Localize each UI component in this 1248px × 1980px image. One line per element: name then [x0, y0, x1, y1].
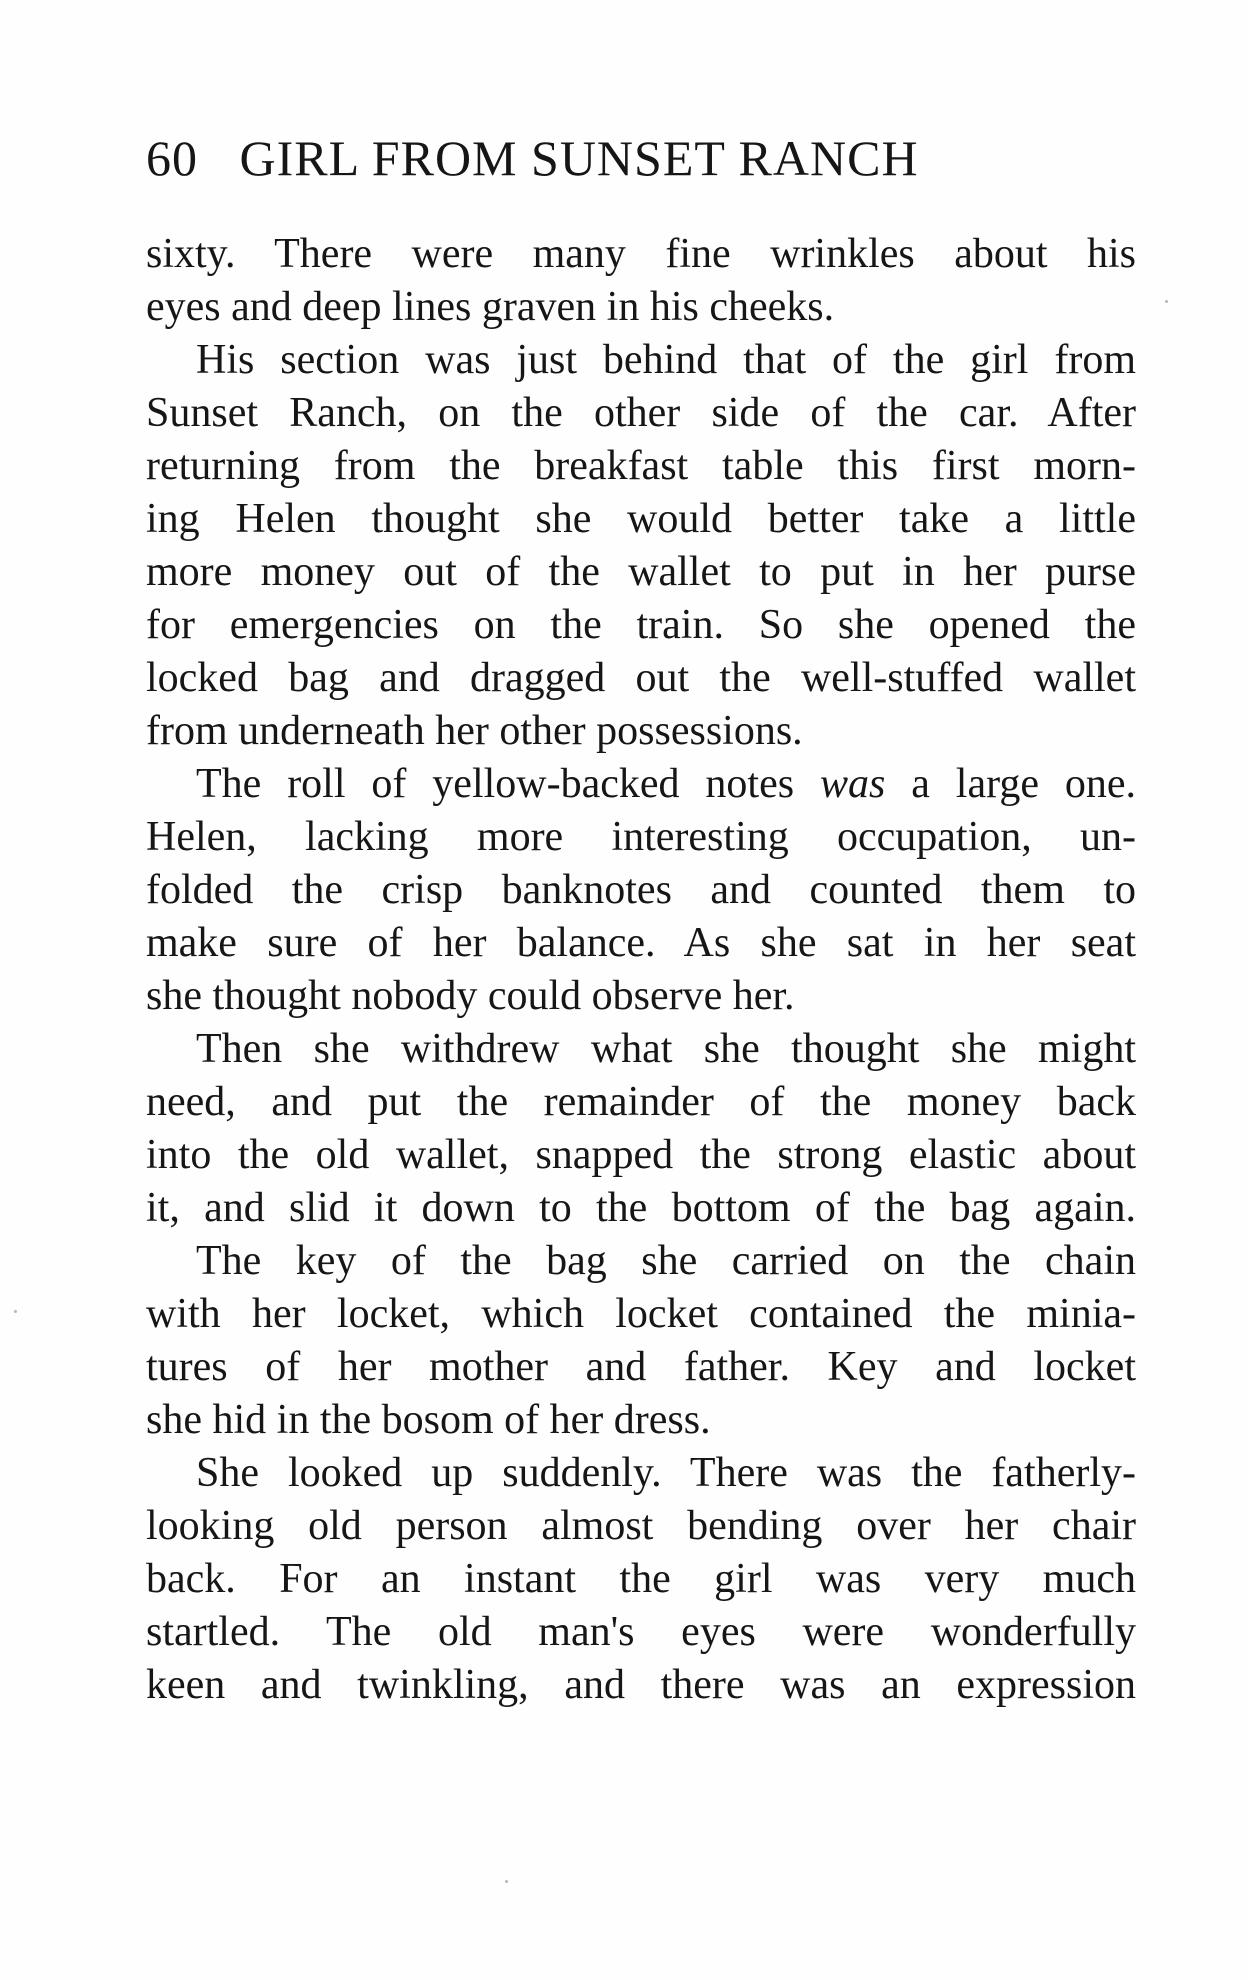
text-line	[146, 758, 1136, 811]
page-number: 60	[146, 130, 198, 186]
text-line: more money out of the wallet to put in her purse	[146, 549, 1136, 595]
text-fragment: The roll of yellow-backed notes	[196, 761, 820, 807]
paper-speck	[505, 1880, 508, 1883]
text-line: make sure of her balance. As she sat in her seat	[146, 920, 1136, 966]
text-line: back. For an instant the girl was very much	[146, 1556, 1136, 1602]
text-line: keen and twinkling, and there was an expression	[146, 1662, 1136, 1708]
text-line: Sunset Ranch, on the other side of the car. After	[146, 390, 1136, 436]
text-line: need, and put the remainder of the money back	[146, 1079, 1136, 1125]
text-line: looking old person almost bending over her chair	[146, 1503, 1136, 1549]
text-line: ing Helen thought she would better take a little	[146, 496, 1136, 542]
paper-speck	[1165, 300, 1168, 303]
text-line: Then she withdrew what she thought she might	[196, 1026, 1136, 1072]
running-header	[146, 128, 1146, 188]
text-line: from underneath her other possessions.	[146, 708, 803, 754]
text-line: startled. The old man's eyes were wonderfully	[146, 1609, 1136, 1655]
text-line: with her locket, which locket contained the minia-	[146, 1291, 1136, 1337]
text-line: folded the crisp banknotes and counted them to	[146, 867, 1136, 913]
text-line: she hid in the bosom of her dress.	[146, 1397, 711, 1443]
italic-word: was	[819, 761, 886, 807]
text-line: tures of her mother and father. Key and locket	[146, 1344, 1136, 1390]
text-line: His section was just behind that of the girl from	[196, 337, 1136, 383]
text-line: sixty. There were many fine wrinkles about his	[146, 231, 1136, 277]
text-line: locked bag and dragged out the well-stuffed wallet	[146, 655, 1136, 701]
text-line: for emergencies on the train. So she opened the	[146, 602, 1136, 648]
paper-speck	[14, 1310, 17, 1313]
text-line: returning from the breakfast table this first morn-	[146, 443, 1136, 489]
text-line: into the old wallet, snapped the strong elastic about	[146, 1132, 1136, 1178]
text-line: eyes and deep lines graven in his cheeks.	[146, 284, 835, 330]
text-fragment: a large one.	[885, 761, 1137, 807]
running-title: GIRL FROM SUNSET RANCH	[239, 130, 919, 186]
text-line: The key of the bag she carried on the chain	[196, 1238, 1136, 1284]
text-line: she thought nobody could observe her.	[146, 973, 795, 1019]
body-text	[146, 228, 1136, 1712]
text-line: it, and slid it down to the bottom of the bag again.	[146, 1185, 1136, 1231]
text-line: She looked up suddenly. There was the fatherly-	[196, 1450, 1136, 1496]
text-line: Helen, lacking more interesting occupation, un-	[146, 814, 1136, 860]
